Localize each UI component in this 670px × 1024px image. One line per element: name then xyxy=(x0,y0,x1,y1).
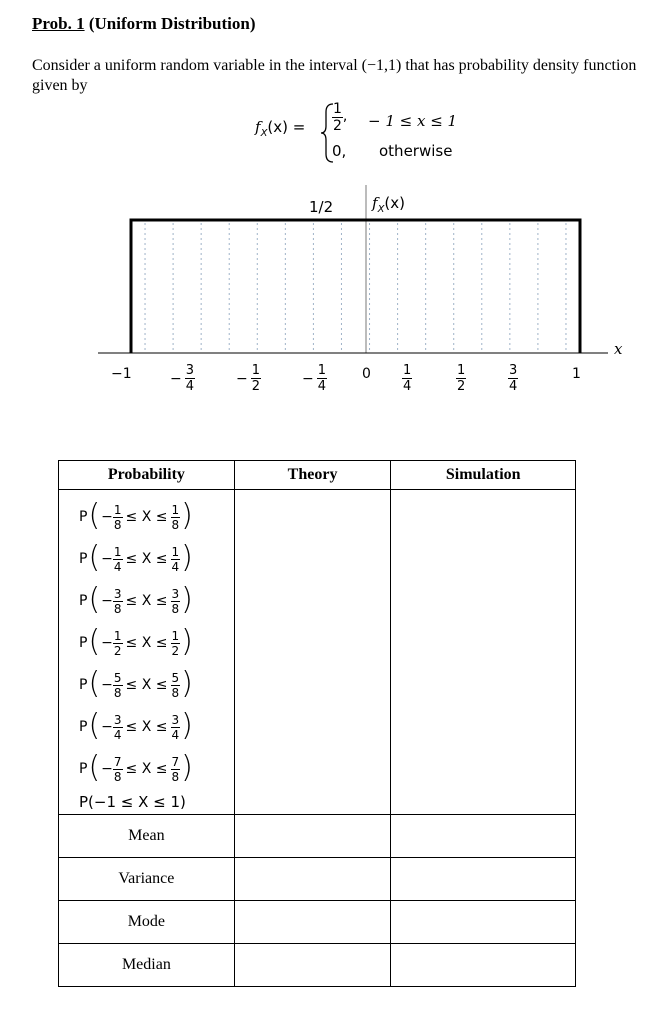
theory-median-cell[interactable] xyxy=(234,944,391,987)
col-simulation: Simulation xyxy=(391,461,576,490)
probability-expression: P ( − $\frac{3}{8}$ ≤ X ≤ $\frac{3}{8}$ ) xyxy=(79,582,193,617)
probability-expression: P ( − $\frac{1}{2}$ ≤ X ≤ $\frac{1}{2}$ ) xyxy=(79,624,193,659)
x-tick-label: $\frac{1}{2}$ xyxy=(457,363,466,394)
table-row xyxy=(59,901,576,944)
x-tick-label: 0 xyxy=(362,366,371,382)
problem-topic: (Uniform Distribution) xyxy=(88,14,256,33)
col-probability: Probability xyxy=(59,461,235,490)
results-table xyxy=(58,460,576,987)
table-row xyxy=(59,858,576,901)
pdf-case1-condition: − 1 ≤ x ≤ 1 xyxy=(368,112,458,130)
table-row xyxy=(59,815,576,858)
probability-list xyxy=(59,490,234,814)
simulation-mode-cell[interactable] xyxy=(391,901,576,944)
x-tick-label: − $\frac{3}{4}$ xyxy=(170,363,195,394)
probability-expression: P ( − $\frac{7}{8}$ ≤ X ≤ $\frac{7}{8}$ ) xyxy=(79,750,193,785)
stat-label-mode: Mode xyxy=(59,901,235,944)
table-row-probabilities xyxy=(59,490,576,815)
simulation-variance-cell[interactable] xyxy=(391,858,576,901)
x-tick-label: 1 xyxy=(572,366,581,382)
pdf-lhs: $f_X(x)$ = xyxy=(255,118,306,139)
problem-intro: Consider a uniform random variable in the interval (−1,1) that has probability density function given by xyxy=(32,57,637,94)
probability-expression: P ( − $\frac{5}{8}$ ≤ X ≤ $\frac{5}{8}$ ) xyxy=(79,666,193,701)
simulation-probabilities-cell[interactable] xyxy=(391,490,576,815)
density-curve xyxy=(131,220,580,353)
problem-title xyxy=(32,14,256,34)
fx-label: $f_X(x)$ xyxy=(372,194,406,215)
probability-expression: P ( − $\frac{3}{4}$ ≤ X ≤ $\frac{3}{4}$ ) xyxy=(79,708,193,743)
table-header-row xyxy=(59,461,576,490)
stat-label-median: Median xyxy=(59,944,235,987)
x-axis-label: x xyxy=(614,340,623,358)
height-label: 1/2 xyxy=(309,198,334,216)
col-theory: Theory xyxy=(234,461,391,490)
vertical-gridlines xyxy=(145,223,566,351)
x-tick-label: −1 xyxy=(111,366,132,382)
stat-label-mean: Mean xyxy=(59,815,235,858)
x-tick-label: $\frac{1}{4}$ xyxy=(403,363,412,394)
pdf-case2-condition: otherwise xyxy=(379,142,453,160)
stat-label-variance: Variance xyxy=(59,858,235,901)
theory-mean-cell[interactable] xyxy=(234,815,391,858)
x-tick-label: − $\frac{1}{2}$ xyxy=(236,363,261,394)
table-row xyxy=(59,944,576,987)
theory-variance-cell[interactable] xyxy=(234,858,391,901)
theory-probabilities-cell[interactable] xyxy=(234,490,391,815)
simulation-mean-cell[interactable] xyxy=(391,815,576,858)
probability-expression: P ( − $\frac{1}{8}$ ≤ X ≤ $\frac{1}{8}$ ) xyxy=(79,498,193,533)
pdf-case2-value: 0, xyxy=(332,142,347,160)
problem-number: Prob. 1 xyxy=(32,14,85,33)
x-tick-label: $\frac{3}{4}$ xyxy=(509,363,518,394)
probability-list-cell xyxy=(59,490,235,815)
theory-mode-cell[interactable] xyxy=(234,901,391,944)
probability-expression-full: P(−1 ≤ X ≤ 1) xyxy=(79,793,186,811)
simulation-median-cell[interactable] xyxy=(391,944,576,987)
x-tick-label: − $\frac{1}{4}$ xyxy=(302,363,327,394)
pdf-graph xyxy=(0,185,670,385)
probability-expression: P ( − $\frac{1}{4}$ ≤ X ≤ $\frac{1}{4}$ ) xyxy=(79,540,193,575)
pdf-case1-value: $\frac{1}{2}$ , xyxy=(333,101,348,134)
